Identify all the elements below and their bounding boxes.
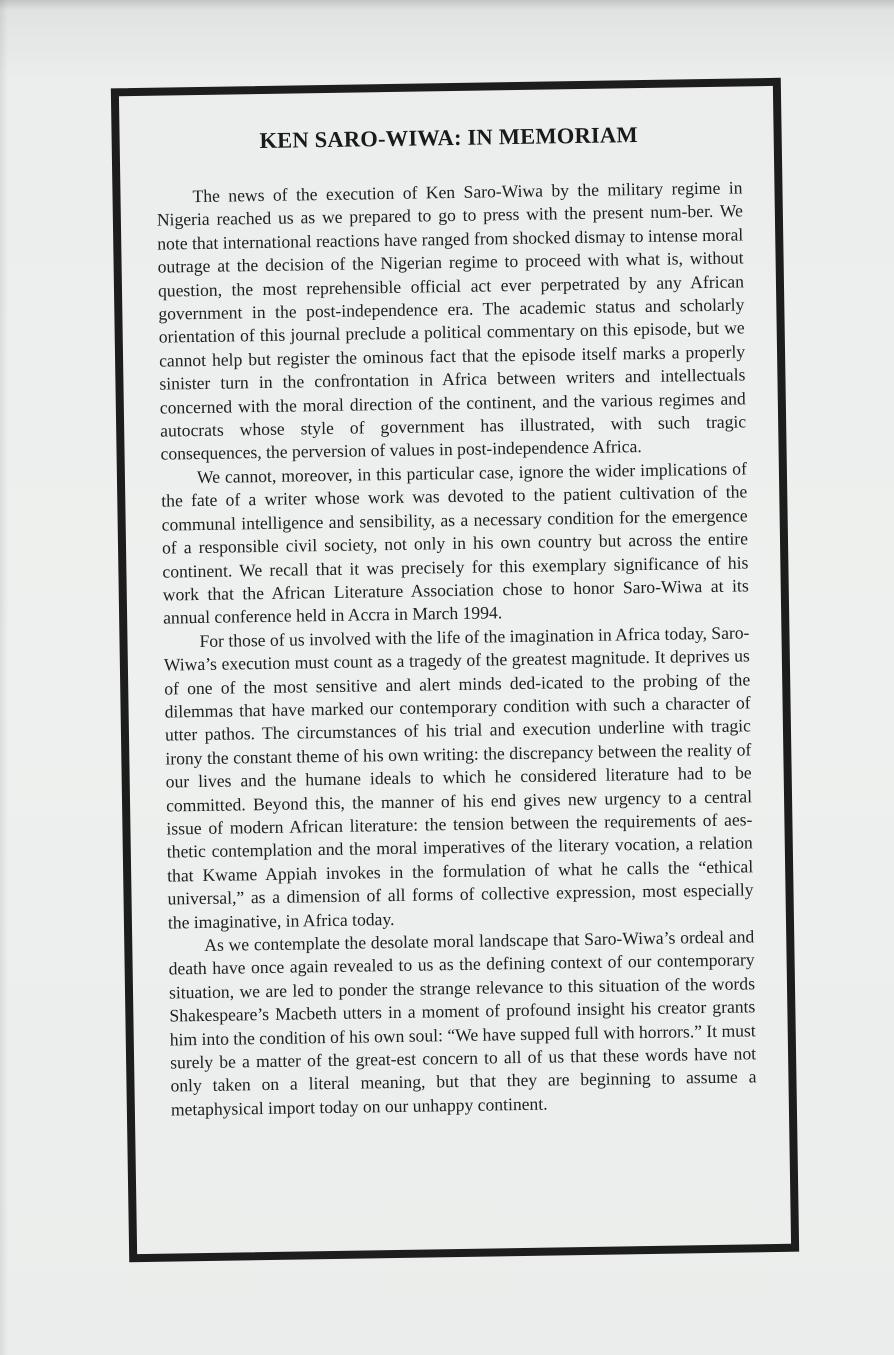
paragraph-3: For those of us involved with the life of the imagination in Africa today, Saro-Wiwa’s execution must count as a tragedy of the greatest magnitude. It deprives us of one of the most sensitive and alert minds ded-icated to the probing of the dilemmas that have marked our contemporary condition with such a character of utter pathos. The circumstances of his trial and execution underline with tragic irony the constant theme of his own writing: the discrepancy between the reality of our lives and the humane ideals to which he considered literature had to be committed. Beyond this, the manner of his end gives new urgency to a central issue of modern African literature: the tension between the requirements of aes-thetic contemplation and the moral imperatives of the literary vocation, a relation that Kwame Appiah invokes in the formulation of what he calls the “ethical universal,” as a dimension of all forms of collective expression, most especially the imaginative, in Africa today. (163, 622, 754, 933)
paragraph-1: The news of the execution of Ken Saro-Wiwa by the military regime in Nigeria reached us as we prepared to go to press with the present num-ber. We note that international reactions have ranged from shocked dismay to intense moral outrage at the decision of the Nigerian regime to proceed with what is, without question, the most reprehensible official act ever perpetrated by any African government in the post-independence era. The academic status and scholarly orientation of this journal preclude a political commentary on this episode, but we cannot help but register the ominous fact that the episode itself marks a properly sinister turn in the confrontation in Africa between writers and intellectuals concerned with the moral direction of the continent, and the various regimes and autocrats whose style of government has illustrated, with such tragic consequences, the perversion of values in post-independence Africa. (156, 177, 747, 465)
page-gutter-shadow (0, 0, 8, 1355)
paragraph-4: As we contemplate the desolate moral landscape that Saro-Wiwa’s ordeal and death have once again revealed to us as the defining context of our contemporary situation, we are led to ponder the strange relevance to this situation of the words Shakespeare’s Macbeth utters in a moment of profound insight his creator grants him into the condition of his own soul: “We have supped full with horrors.” It must surely be a matter of the great-est concern to all of us that these words have not only taken on a literal meaning, but that they are beginning to assume a metaphysical import today on our unhappy continent. (168, 926, 757, 1120)
memoriam-content (155, 120, 757, 1121)
memoriam-box (111, 78, 799, 1262)
page-top-shadow (0, 0, 894, 10)
article-title: KEN SARO-WIWA: IN MEMORIAM (259, 122, 638, 154)
paragraph-2: We cannot, moreover, in this particular case, ignore the wider implications of the fate of a writer whose work was devoted to the patient cultivation of the communal intelligence and sensibility, as a necessary condition for the emergence of a responsible civil society, not only in his own country but across the entire continent. We recall that it was precisely for this exemplary significance of his work that the African Literature Association chose to honor Saro-Wiwa at its annual conference held in Accra in March 1994. (161, 458, 749, 628)
